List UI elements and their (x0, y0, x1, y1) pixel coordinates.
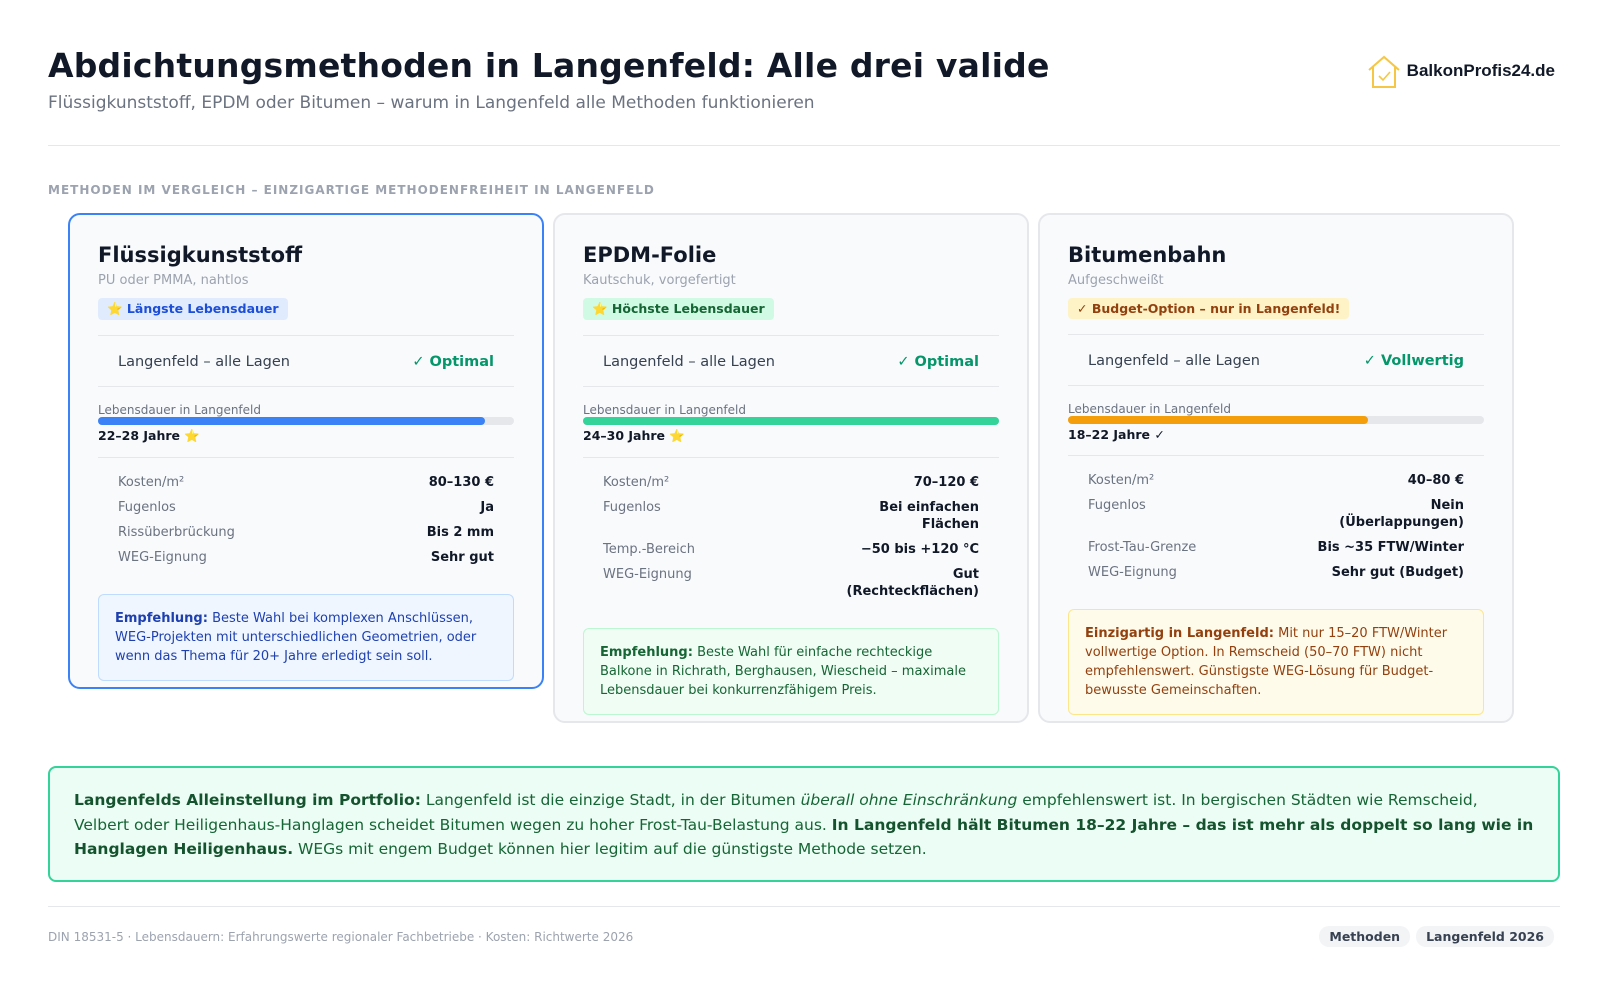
spec-key: WEG-Eignung (1088, 565, 1177, 580)
spec-list (98, 458, 514, 580)
spec-value: Sehr gut (Budget) (1331, 565, 1464, 580)
lifespan-bar (1068, 416, 1484, 424)
brand-logo[interactable] (1365, 52, 1555, 90)
recommendation-label: Empfehlung: (600, 645, 693, 660)
spec-value: Bis 2 mm (426, 525, 494, 540)
spec-list (1068, 456, 1484, 595)
callout-strong: In Langenfeld hält Bitumen 18–22 Jahre – das ist mehr als doppelt so lang wie in Hanglagen Heiligenhaus. (74, 815, 1534, 858)
spec-key: Fugenlos (603, 500, 661, 515)
spec-row (603, 566, 979, 600)
suitability-value: ✓ Vollwertig (1363, 353, 1464, 369)
spec-value: Nein (Überlappungen) (1339, 498, 1464, 530)
spec-row (1088, 539, 1464, 556)
brand-name: BalkonProfis24.de (1406, 61, 1555, 80)
spec-row (1088, 564, 1464, 581)
page-footer (48, 906, 1560, 944)
callout-lead: Langenfelds Alleinstellung im Portfolio: (74, 791, 421, 809)
spec-list (583, 458, 999, 614)
suitability-location: Langenfeld – alle Lagen (1088, 353, 1260, 369)
method-card-fluessigkunststoff (68, 213, 544, 689)
suitability-row (583, 335, 999, 387)
spec-value: 70–120 € (913, 475, 979, 490)
lifespan-value: 22–28 Jahre ⭐ (98, 428, 200, 443)
suitability-location: Langenfeld – alle Lagen (118, 354, 290, 370)
suitability-row (98, 335, 514, 387)
spec-key: Rissüberbrückung (118, 525, 235, 540)
page-header (48, 46, 1560, 146)
spec-key: WEG-Eignung (603, 567, 692, 582)
card-badge: ⭐ Höchste Lebensdauer (583, 298, 774, 320)
recommendation-text: Beste Wahl für einfache rechteckige Balkone in Richrath, Berghausen, Wiescheid – maximale Lebensdauer bei konkurrenzfähigem Preis. (600, 645, 966, 698)
lifespan-value: 18–22 Jahre ✓ (1068, 427, 1165, 442)
spec-key: Kosten/m² (603, 475, 670, 490)
spec-key: Frost-Tau-Grenze (1088, 540, 1197, 555)
tag-langenfeld-2026[interactable]: Langenfeld 2026 (1416, 926, 1554, 947)
spec-value: Bei einfachen Flächen (879, 500, 979, 532)
spec-row (603, 541, 979, 558)
spec-value: Sehr gut (430, 550, 494, 565)
callout-text: WEGs mit engem Budget können hier legitim auf die günstigste Methode setzen. (293, 840, 927, 858)
spec-value: −50 bis +120 °C (860, 542, 979, 557)
callout-text: Langenfeld ist die einzige Stadt, in der Bitumen (420, 791, 801, 809)
footer-tags (1319, 926, 1554, 947)
lifespan-label: Lebensdauer in Langenfeld (583, 403, 746, 417)
lifespan-bar (583, 417, 999, 425)
spec-value: 80–130 € (428, 475, 494, 490)
lifespan-block (583, 403, 999, 444)
card-subtitle: PU oder PMMA, nahtlos (98, 273, 249, 288)
suitability-value: ✓ Optimal (412, 354, 494, 370)
spec-row (118, 524, 494, 541)
recommendation-box (583, 628, 999, 715)
method-card-bitumen (1038, 213, 1514, 723)
spec-key: Fugenlos (1088, 498, 1146, 513)
page-subtitle: Flüssigkunststoff, EPDM oder Bitumen – warum in Langenfeld alle Methoden funktionieren (48, 93, 815, 113)
spec-row (118, 499, 494, 516)
card-title: Bitumenbahn (1068, 243, 1227, 267)
suitability-value: ✓ Optimal (897, 354, 979, 370)
spec-key: Temp.-Bereich (603, 542, 695, 557)
card-title: EPDM-Folie (583, 243, 717, 267)
spec-row (603, 474, 979, 491)
callout-text: empfehlenswert ist. In bergischen Städten wie Remscheid, Velbert oder Heiligenhaus-Hanglagen scheidet Bitumen wegen zu hoher Frost-Tau-Belastung aus. (74, 791, 1478, 834)
card-badge: ✓ Budget-Option – nur in Langenfeld! (1068, 298, 1349, 319)
lifespan-label: Lebensdauer in Langenfeld (98, 403, 261, 417)
portfolio-callout (48, 766, 1560, 882)
card-title: Flüssigkunststoff (98, 243, 303, 267)
spec-row (603, 499, 979, 533)
suitability-row (1068, 334, 1484, 386)
recommendation-label: Empfehlung: (115, 611, 208, 626)
recommendation-text: Beste Wahl bei komplexen Anschlüssen, WEG-Projekten mit unterschiedlichen Geometrien, oder wenn das Thema für 20+ Jahre erledigt sein soll. (115, 611, 477, 664)
recommendation-box (1068, 609, 1484, 715)
house-check-icon (1365, 52, 1403, 90)
tag-methoden[interactable]: Methoden (1319, 926, 1410, 947)
lifespan-bar-fill (98, 417, 485, 425)
card-subtitle: Kautschuk, vorgefertigt (583, 273, 736, 288)
recommendation-label: Einzigartig in Langenfeld: (1085, 626, 1274, 641)
spec-value: 40–80 € (1407, 473, 1464, 488)
lifespan-bar-fill (583, 417, 999, 425)
lifespan-bar (98, 417, 514, 425)
lifespan-block (98, 403, 514, 444)
spec-key: Fugenlos (118, 500, 176, 515)
spec-value: Gut (Rechteckflächen) (846, 567, 979, 599)
suitability-location: Langenfeld – alle Lagen (603, 354, 775, 370)
spec-row (1088, 497, 1464, 531)
method-card-epdm (553, 213, 1029, 723)
spec-row (1088, 472, 1464, 489)
lifespan-value: 24–30 Jahre ⭐ (583, 428, 685, 443)
card-subtitle: Aufgeschweißt (1068, 273, 1164, 288)
spec-key: WEG-Eignung (118, 550, 207, 565)
callout-emphasis: überall ohne Einschränkung (800, 791, 1018, 809)
section-label: METHODEN IM VERGLEICH – EINZIGARTIGE METHODENFREIHEIT IN LANGENFELD (48, 183, 655, 197)
spec-row (118, 474, 494, 491)
spec-value: Bis ~35 FTW/Winter (1317, 540, 1464, 555)
spec-value: Ja (480, 500, 494, 515)
lifespan-label: Lebensdauer in Langenfeld (1068, 402, 1231, 416)
lifespan-block (1068, 402, 1484, 442)
page-title: Abdichtungsmethoden in Langenfeld: Alle drei valide (48, 46, 1050, 85)
lifespan-bar-fill (1068, 416, 1368, 424)
recommendation-text: Mit nur 15–20 FTW/Winter vollwertige Option. In Remscheid (50–70 FTW) nicht empfehlenswert. Günstigste WEG-Lösung für Budget-bewusste Gemeinschaften. (1085, 626, 1448, 698)
spec-key: Kosten/m² (118, 475, 185, 490)
spec-key: Kosten/m² (1088, 473, 1155, 488)
footer-source: DIN 18531-5 · Lebensdauern: Erfahrungswerte regionaler Fachbetriebe · Kosten: Richtwerte 2026 (48, 930, 634, 944)
recommendation-box (98, 594, 514, 681)
spec-row (118, 549, 494, 566)
card-badge: ⭐ Längste Lebensdauer (98, 298, 288, 320)
